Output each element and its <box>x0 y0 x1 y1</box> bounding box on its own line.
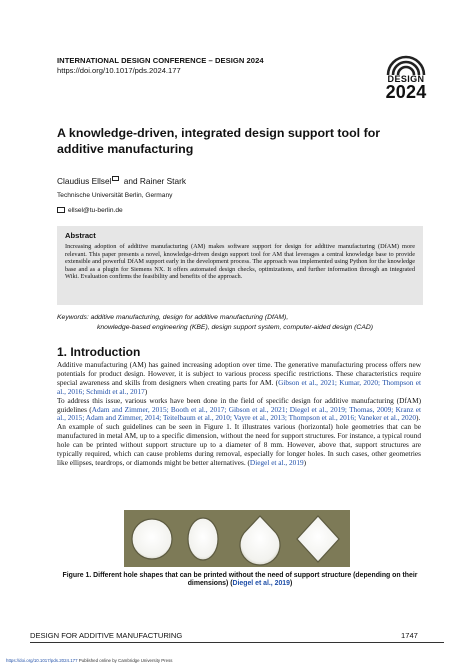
first-author: Claudius Ellsel <box>57 176 112 186</box>
logo-text-design: DESIGN <box>387 74 425 84</box>
teardrop-hole-shape <box>240 516 280 565</box>
figure-1-image <box>124 510 350 567</box>
hole-shapes-illustration <box>124 510 350 567</box>
caption-text: Figure 1. Different hole shapes that can be printed without the need of support structure (depending on their dimensions) ( <box>62 572 418 588</box>
publisher-note: Published online by Cambridge University Press <box>77 658 173 663</box>
diamond-hole-shape <box>297 516 339 562</box>
affiliation: Technische Universität Berlin, Germany <box>57 192 173 199</box>
footer-divider <box>30 642 444 643</box>
paragraph-3 <box>57 423 421 468</box>
logo-arcs-icon <box>384 50 428 76</box>
page-number: 1747 <box>401 631 418 640</box>
paragraph-1-end: ) <box>144 386 148 396</box>
email-row <box>57 206 123 214</box>
abstract-box <box>57 226 423 305</box>
author-email[interactable]: ellsel@tu-berlin.de <box>68 207 123 214</box>
figure-caption <box>57 572 423 589</box>
logo-text-year: 2024 <box>385 82 427 102</box>
body-text <box>57 361 421 468</box>
abstract-text: Increasing adoption of additive manufacturing (AM) makes software support for design for additive manufacturing (DfAM) more relevant. This paper presents a novel, knowledge-driven design support tool for AM that leverages a central knowledge base to provide extensible and powerful DfAM support early in the development process. The approach was implemented using Python for the knowledge base and as a plugin for Siemens NX. It offers automated design checks, optimizations, and further information through an integrated Wiki. Evaluation confirms the feasibility and benefits of the approach. <box>65 243 415 281</box>
caption-citation[interactable]: Diegel et al., 2019 <box>232 580 290 588</box>
paragraph-3-end: ) <box>303 457 307 467</box>
author-line <box>57 176 186 186</box>
caption-end: ) <box>289 580 293 588</box>
paragraph-3-text: An example of such guidelines can be seen in Figure 1. It illustrates various (horizontal) hole geometries that can be manufactured in metal AM, up to a specific dimension, without the need for support structures. For instance, a typical round hole can be printed without support structure up to a diameter of 8 mm. However, above that, support structures are typically required, which can cause problems during removal, especially for longer holes. In such cases, other geometries like ellipses, teardrops, or diamonds might be better alternatives. ( <box>57 422 421 467</box>
conference-header: INTERNATIONAL DESIGN CONFERENCE – DESIGN 2024 <box>57 56 264 65</box>
paragraph-1 <box>57 361 421 397</box>
paragraph-2-text: To address this issue, various works have been done in the field of specific design for additive manufacturing (DfAM) guidelines ( <box>57 395 421 414</box>
elliptical-hole-shape <box>188 518 218 560</box>
paragraph-1-citations[interactable]: Gibson et al., 2021; Kumar, 2020; Thompson et al., 2016; Schmidt et al., 2017 <box>57 377 421 396</box>
conference-logo <box>380 50 432 106</box>
paragraph-3-citation[interactable]: Diegel et al., 2019 <box>249 457 304 467</box>
keywords-label: Keywords: <box>57 314 89 321</box>
paragraph-2-end: ). <box>415 413 421 423</box>
abstract-heading: Abstract <box>65 231 96 240</box>
keywords-line-2: knowledge-based engineering (KBE), design support system, computer-aided design (CAD) <box>97 323 374 331</box>
section-title: 1. Introduction <box>57 345 141 359</box>
publisher-strip <box>6 658 172 663</box>
other-authors: and Rainer Stark <box>121 176 186 186</box>
round-hole-shape <box>132 519 172 559</box>
doi-link[interactable]: https://doi.org/10.1017/pds.2024.177 <box>57 66 181 75</box>
paragraph-1-text: Additive manufacturing (AM) has gained increasing adoption over time. The generative manufacturing process offers new potentials for product design. However, it is subject to various process specific restrictions. These characteristics require special awareness and skills from designers when creating parts for AM. ( <box>57 360 421 387</box>
keywords <box>57 313 429 332</box>
keywords-line-1: additive manufacturing, design for additive manufacturing (DfAM), <box>90 314 289 321</box>
publisher-doi-link[interactable]: https://doi.org/10.1017/pds.2024.177 <box>6 658 78 663</box>
paragraph-2-citations[interactable]: Adam and Zimmer, 2015; Booth et al., 2017; Gibson et al., 2021; Diegel et al., 2019; Thomas, 2009; Kranz et al., 2015; Adam and Zimmer, 2014; Teitelbaum et al., 2010; Vayre et al., 2013; Thompson et al., 2016; Vaneker et al., 2020 <box>57 404 421 423</box>
paper-title: A knowledge-driven, integrated design support tool for additive manufacturing <box>57 126 381 156</box>
email-envelope-icon <box>112 176 119 181</box>
running-footer-title: DESIGN FOR ADDITIVE MANUFACTURING <box>30 631 183 640</box>
envelope-icon <box>57 207 65 213</box>
paragraph-2 <box>57 397 421 424</box>
